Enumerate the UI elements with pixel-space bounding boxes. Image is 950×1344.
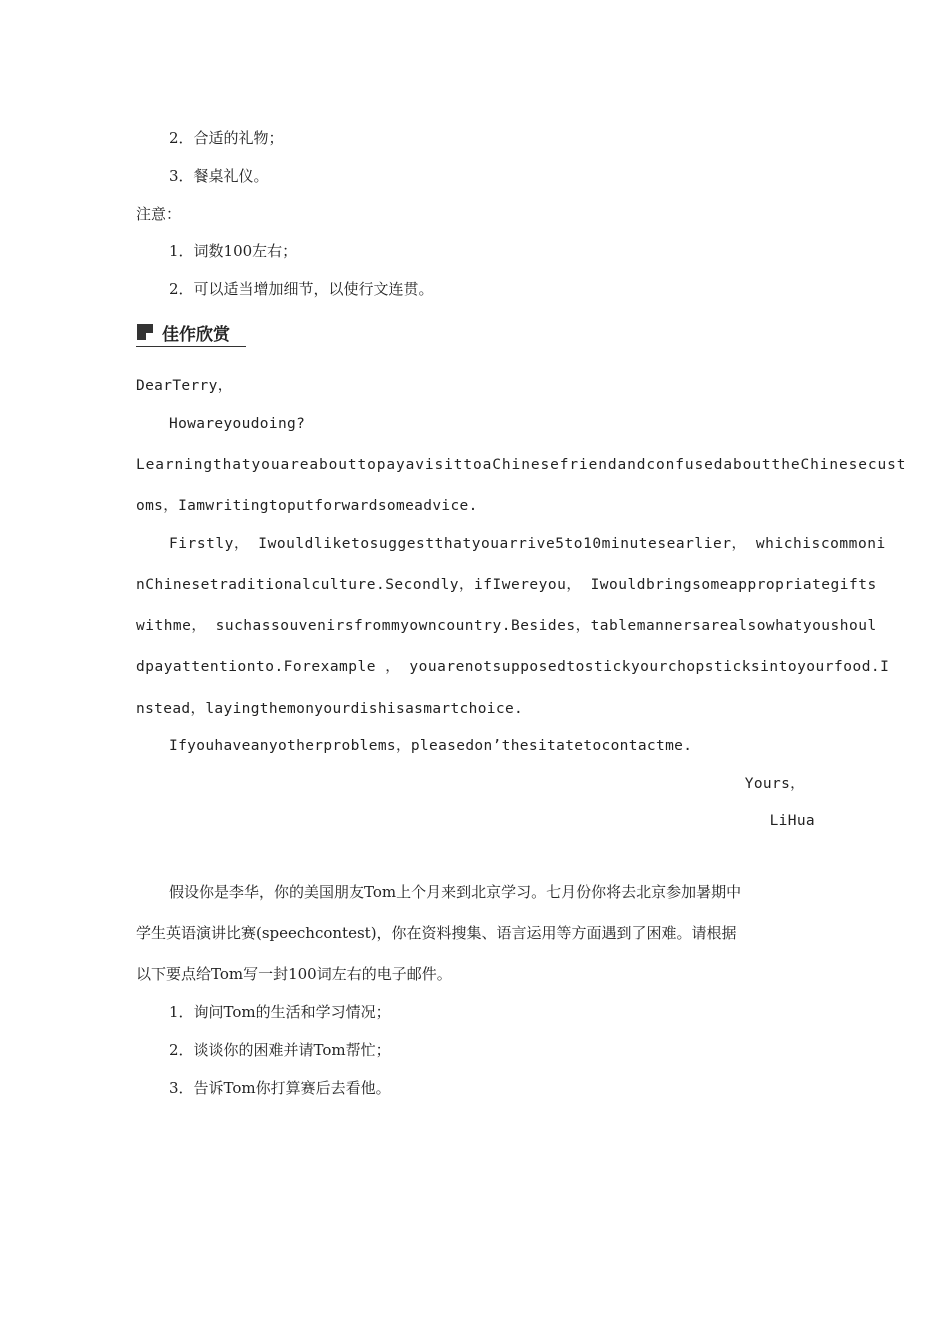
list-item-table-manners: 3．餐桌礼仪。 [169,167,269,185]
heading-square-icon [137,324,153,340]
section-heading-title: 佳作欣赏 [162,325,230,345]
letter-signature: LiHua [769,813,815,829]
task-description-line: 假设你是李华，你的美国朋友Tom上个月来到北京学习。七月份你将去北京参加暑期中 [169,883,742,901]
section-heading [136,318,246,347]
list-item-gift: 2．合适的礼物； [169,129,284,147]
letter-salutation: DearTerry， [136,378,233,394]
task-item-ask-tom: 1．询问Tom的生活和学习情况； [169,1003,391,1021]
letter-closing: Yours， [744,776,805,792]
letter-paragraph2-line: nstead，layingthemonyourdishisasmartchoice. [136,701,524,717]
note-item-word-count: 1．词数100左右； [169,242,298,260]
letter-paragraph2-line: nChinesetraditionalculture.Secondly，ifIwereyou， Iwouldbringsomeappropriategifts [136,577,877,593]
letter-paragraph3: Ifyouhaveanyotherproblems，pleasedon’thesitatetocontactme. [169,738,693,754]
letter-paragraph1-line: oms，Iamwritingtoputforwardsomeadvice. [136,498,478,514]
notes-label: 注意： [136,205,182,223]
task-description-line: 以下要点给Tom写一封100词左右的电子邮件。 [136,965,452,983]
letter-paragraph2-line: withme， suchassouvenirsfrommyowncountry.Besides，tablemannersarealsowhatyoushoul [136,618,877,634]
task-item-visit-plan: 3．告诉Tom你打算赛后去看他。 [169,1079,391,1097]
letter-paragraph2-line: Firstly， Iwouldliketosuggestthatyouarrive5to10minutesearlier， whichiscommoni [169,536,886,552]
letter-paragraph2-line: dpayattentionto.Forexample ， youarenotsupposedtostickyourchopsticksintoyourfood.I [136,659,890,675]
note-item-details: 2．可以适当增加细节，以使行文连贯。 [169,280,434,298]
letter-greeting: Howareyoudoing? [169,416,306,432]
task-description-line: 学生英语演讲比赛(speechcontest)，你在资料搜集、语言运用等方面遇到了困难。请根据 [136,924,737,942]
letter-paragraph1-line: LearningthatyouareabouttopayavisittoaChinesefriendandconfusedabouttheChinesecust [136,457,907,473]
task-item-difficulty: 2．谈谈你的困难并请Tom帮忙； [169,1041,391,1059]
